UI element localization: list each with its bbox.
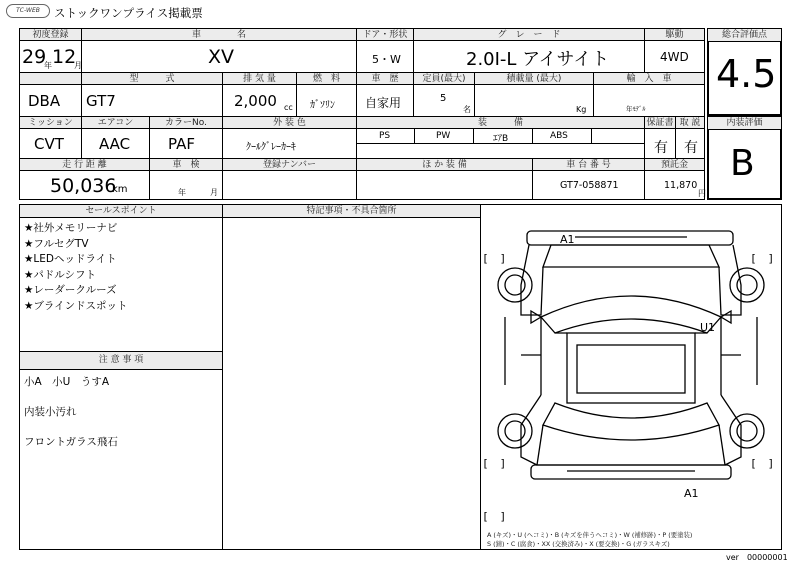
- note-line: 小A 小U うすA: [24, 376, 110, 388]
- equipment-pw: PW: [436, 131, 451, 141]
- first-reg-year-unit: 年: [44, 61, 52, 70]
- equipment-ps: PS: [379, 131, 391, 141]
- sales-item: ★LEDヘッドライト: [24, 253, 117, 265]
- model-code: GT7: [86, 92, 116, 110]
- version-text: ver 00000001: [726, 553, 788, 562]
- doors: 5・W: [372, 53, 401, 66]
- car-name: XV: [208, 46, 235, 68]
- import-model: 年ﾓﾃﾞﾙ: [626, 105, 646, 113]
- label-first-reg: 初度登録: [19, 28, 82, 41]
- note-line: 内装小汚れ: [24, 406, 77, 418]
- label-chassis: 車 台 番 号: [532, 158, 645, 171]
- bracket-front-right: [ ]: [750, 252, 775, 265]
- capacity-unit: 名: [463, 105, 471, 114]
- note-line: フロントガラス飛石: [24, 436, 118, 448]
- label-load: 積載量 (最大): [474, 72, 594, 85]
- transmission: CVT: [34, 135, 64, 153]
- label-import: 輸 入 車: [593, 72, 705, 85]
- equipment-airbag: ｴｱB: [493, 134, 509, 144]
- label-mileage: 走 行 距 離: [19, 158, 150, 171]
- label-plate: 登録ナンバー: [222, 158, 357, 171]
- label-total-score: 総合評価点: [708, 29, 781, 42]
- label-exterior: 外 装 色: [222, 116, 357, 129]
- label-inspection: 車 検: [149, 158, 223, 171]
- sales-title: セールスポイント: [19, 204, 223, 218]
- equipment-abs: ABS: [550, 131, 568, 141]
- total-score: 4.5: [716, 52, 777, 96]
- label-warranty: 保証書: [644, 116, 676, 129]
- legend-line: A (キズ)・U (ヘコミ)・B (キズを伴うヘコミ)・W (補修跡)・P (要塗装): [487, 531, 693, 539]
- bracket-rear-right: [ ]: [750, 457, 775, 470]
- label-displacement: 排 気 量: [222, 72, 297, 85]
- inspection-year: 年: [178, 188, 186, 197]
- label-model: 型 式: [81, 72, 223, 85]
- damage-mark-rear: A1: [684, 487, 699, 500]
- remarks-area: [222, 217, 481, 550]
- label-aircon: エアコン: [81, 116, 150, 129]
- sales-item: ★ブラインドスポット: [24, 299, 128, 312]
- vehicle-type: 自家用: [365, 96, 402, 110]
- bracket-rear-left: [ ]: [482, 457, 507, 470]
- label-capacity: 定員(最大): [413, 72, 475, 85]
- sales-item: ★レーダークルーズ: [24, 284, 117, 296]
- label-drive: 駆動: [644, 28, 705, 41]
- first-reg-month-unit: 月: [74, 61, 82, 70]
- label-price: 預託金: [644, 158, 705, 171]
- sales-list: [24, 221, 128, 314]
- exterior-color: ｸｰﾙｸﾞﾚｰｶｰｷ: [246, 142, 296, 153]
- label-interior-score: 内装評価: [708, 117, 781, 130]
- notes-title: 注 意 事 項: [19, 351, 223, 370]
- capacity: 5: [440, 93, 447, 104]
- bracket-front-left: [ ]: [482, 252, 507, 265]
- label-transmission: ミッション: [19, 116, 82, 129]
- label-vehicle-type: 車 歴: [356, 72, 414, 85]
- sales-item: ★フルセグTV: [24, 237, 89, 250]
- page-title: ストックワンプライス掲載票: [54, 6, 203, 20]
- sales-item: ★社外メモリーナビ: [24, 222, 118, 234]
- manual: 有: [684, 140, 698, 156]
- grade: 2.0I-L アイサイト: [466, 49, 610, 70]
- price: 11,870: [664, 180, 698, 191]
- remarks-title: 特記事項・不具合箇所: [222, 204, 481, 218]
- label-manual: 取 説: [675, 116, 705, 129]
- fuel: ｶﾞｿﾘﾝ: [310, 100, 335, 111]
- damage-legend: [487, 531, 692, 548]
- aircon: AAC: [99, 135, 131, 153]
- color-no: PAF: [168, 135, 195, 153]
- model-prefix: DBA: [28, 92, 61, 110]
- inspection-month: 月: [210, 188, 218, 197]
- price-unit: 円: [698, 189, 706, 198]
- label-doors: ドア・形状: [356, 28, 414, 41]
- damage-mark-side: U1: [700, 321, 716, 334]
- load-unit: Kg: [576, 105, 587, 114]
- damage-mark-front: A1: [560, 233, 575, 246]
- car-diagram: [481, 205, 781, 530]
- first-reg-month: 12: [52, 46, 77, 68]
- notes-list: [24, 375, 118, 450]
- label-equipment: 装 備: [356, 116, 645, 129]
- label-grade: グ レ ー ド: [413, 28, 645, 41]
- displacement: 2,000: [234, 92, 277, 110]
- label-fuel: 燃 料: [296, 72, 357, 85]
- warranty: 有: [654, 140, 668, 156]
- label-other-equipment: ほ か 装 備: [356, 158, 533, 171]
- mileage: 50,036: [50, 175, 117, 197]
- logo: TC-WEB: [6, 4, 50, 18]
- mileage-unit: km: [112, 184, 128, 195]
- label-car-name: 車 名: [81, 28, 357, 41]
- interior-score: B: [730, 143, 755, 184]
- label-color-no: カラーNo.: [149, 116, 223, 129]
- first-reg-year: 29: [22, 46, 47, 68]
- chassis-number: GT7-058871: [560, 180, 619, 191]
- legend-line: S (錆)・C (腐食)・XX (交換済み)・X (要交換)・G (ガラスキズ): [487, 539, 670, 548]
- drive: 4WD: [660, 50, 689, 64]
- displacement-unit: cc: [284, 103, 293, 112]
- bracket-bottom-left: [ ]: [482, 510, 507, 523]
- sales-item: ★パドルシフト: [24, 268, 96, 281]
